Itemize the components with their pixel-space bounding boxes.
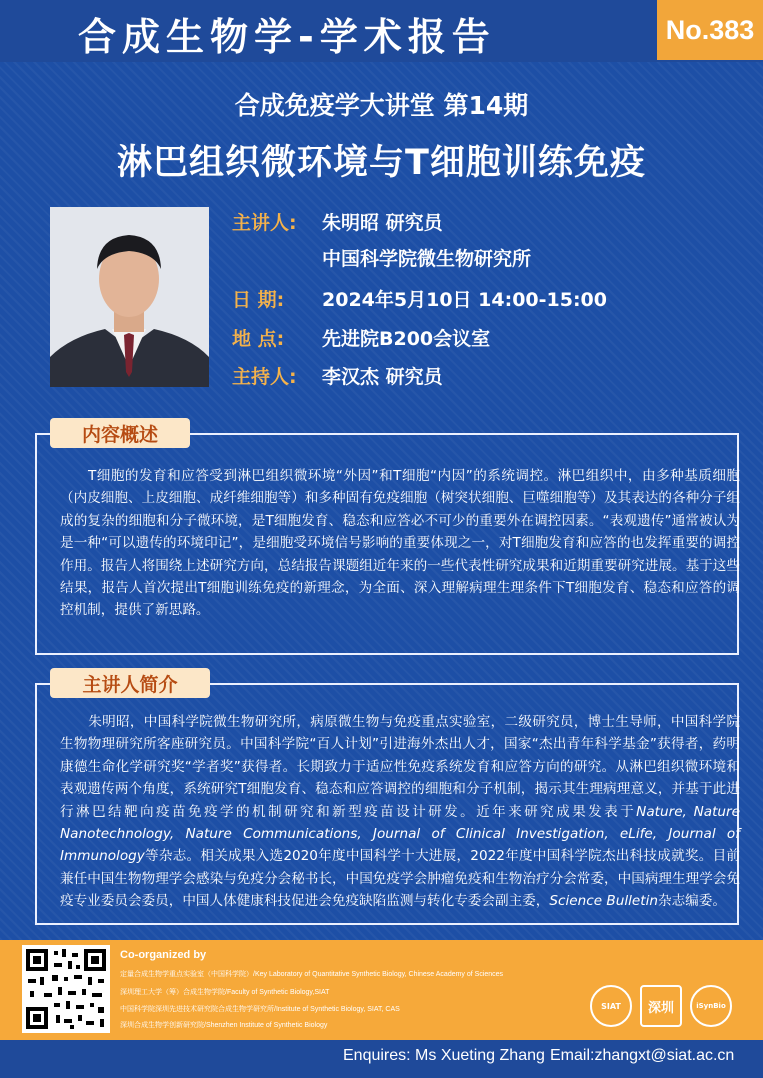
host-row — [232, 362, 443, 389]
sz-logo: 深圳 — [640, 985, 682, 1027]
bio-heading: 主讲人简介 — [50, 668, 210, 698]
speaker-row — [232, 208, 443, 235]
speaker-label: 主讲人: — [232, 212, 297, 234]
issue-number-badge: No.383 — [657, 0, 763, 60]
bio-journals: Nature, Nature Nanotechnology, Nature Communications, Journal of Clinical Investigation, eLife, Journal of Immunology — [60, 803, 741, 865]
enquiry-email[interactable]: Email:zhangxt@siat.ac.cn — [550, 1047, 735, 1064]
host-name: 李汉杰 研究员 — [322, 366, 443, 388]
coorganizer-line: 定量合成生物学重点实验室（中国科学院）/Key Laboratory of Quantitative Synthetic Biology, Chinese Academy of Sciences — [120, 971, 504, 978]
bio-journal-b: Science Bulletin — [549, 893, 658, 910]
qr-code-icon — [22, 945, 110, 1033]
coorganizer-line: 中国科学院深圳先进技术研究院合成生物学研究所/Institute of Synthetic Biology, SIAT, CAS — [120, 1006, 400, 1013]
speaker-photo — [50, 207, 209, 387]
talk-date: 2024年5月10日 14:00-15:00 — [322, 289, 608, 311]
bio-paragraph-a: 朱明昭，中国科学院微生物研究所，病原微生物与免疫重点实验室，二级研究员，博士生导师，中国科学院生物物理研究所客座研究员。中国科学院“百人计划”引进海外杰出人才，国家“杰出青年科学基金”获得者，药明康德生命化学研究奖“学者奖”获得者。长期致力于适应性免疫系统发育和应答方向的研究。从淋巴组织微环境和表观遗传两个角度，系统研究T细胞发育、稳态和应答调控的细胞和分子机制，揭示其生理病理意义，并基于此进行淋巴结靶向疫苗免疫学的机制研究和新型疫苗设计研发。近年来研究成果发表于 — [60, 714, 740, 820]
coorganizer-title: Co-organized by — [120, 949, 207, 961]
date-row — [232, 285, 607, 312]
date-label: 日 期: — [232, 289, 285, 311]
host-label: 主持人: — [232, 366, 297, 388]
place-label: 地 点: — [232, 328, 285, 350]
coorganizer-line: 深圳合成生物学创新研究院/Shenzhen Institute of Synthetic Biology — [120, 1022, 328, 1029]
speaker-affiliation: 中国科学院微生物研究所 — [322, 248, 532, 270]
series-title: 合成免疫学大讲堂 第14期 — [234, 91, 529, 120]
enquiry-contact: Enquires: Ms Xueting Zhang — [343, 1047, 545, 1064]
bio-text — [60, 711, 740, 913]
abstract-paragraph: T细胞的发育和应答受到淋巴组织微环境“外因”和T细胞“内因”的系统调控。淋巴组织中，由多种基质细胞（内皮细胞、上皮细胞、成纤维细胞等）和多种固有免疫细胞（树突状细胞、巨噬细胞等）及其表达的各种分子组成的复杂的细胞和分子微环境，是T细胞发育、稳态和应答必不可少的重要外在调控因素。“表观遗传”通常被认为是一种“可以遗传的环境印记”，是细胞受环境信号影响的重要体现之一，对T细胞发育和应答的也发挥重要的调控作用。报告人将围绕上述研究方向，总结报告课题组近年来的一些代表性研究成果和近期重要研究进展。基于这些结果，报告人首次提出T细胞训练免疫的新理念，为全面、深入理解病理生理条件下T细胞发育、稳态和应答的调控机制，提供了新思路。 — [60, 468, 740, 619]
talk-title: 淋巴组织微环境与T细胞训练免疫 — [117, 143, 646, 183]
bio-paragraph-b: 等杂志。相关成果入选2020年度中国科学十大进展，2022年度中国科学院杰出科技成就奖。目前兼任中国生物物理学会感染与免疫分会秘书长，中国免疫学会肿瘤免疫和生物治疗分会常委，中国病理生理学会免疫专业委员会委员，中国人体健康科技促进会免疫缺陷监测与转化专委会副主委， — [60, 848, 740, 910]
bio-paragraph-c: 杂志编委。 — [657, 893, 726, 910]
coorganizer-line: 深圳理工大学（筹）合成生物学院/Faculty of Synthetic Biology,SIAT — [120, 989, 330, 996]
talk-place: 先进院B200会议室 — [322, 328, 491, 350]
place-row — [232, 324, 490, 351]
qr-code[interactable] — [22, 945, 110, 1033]
speaker-portrait-icon — [50, 207, 209, 387]
page-title: 合成生物学-学术报告 — [78, 15, 496, 59]
abstract-heading: 内容概述 — [50, 418, 190, 448]
abstract-text — [60, 465, 740, 622]
speaker-name: 朱明昭 研究员 — [322, 212, 443, 234]
siat-logo: SIAT — [590, 985, 632, 1027]
affiliation-row — [322, 244, 531, 271]
isynbio-logo: iSynBio — [690, 985, 732, 1027]
